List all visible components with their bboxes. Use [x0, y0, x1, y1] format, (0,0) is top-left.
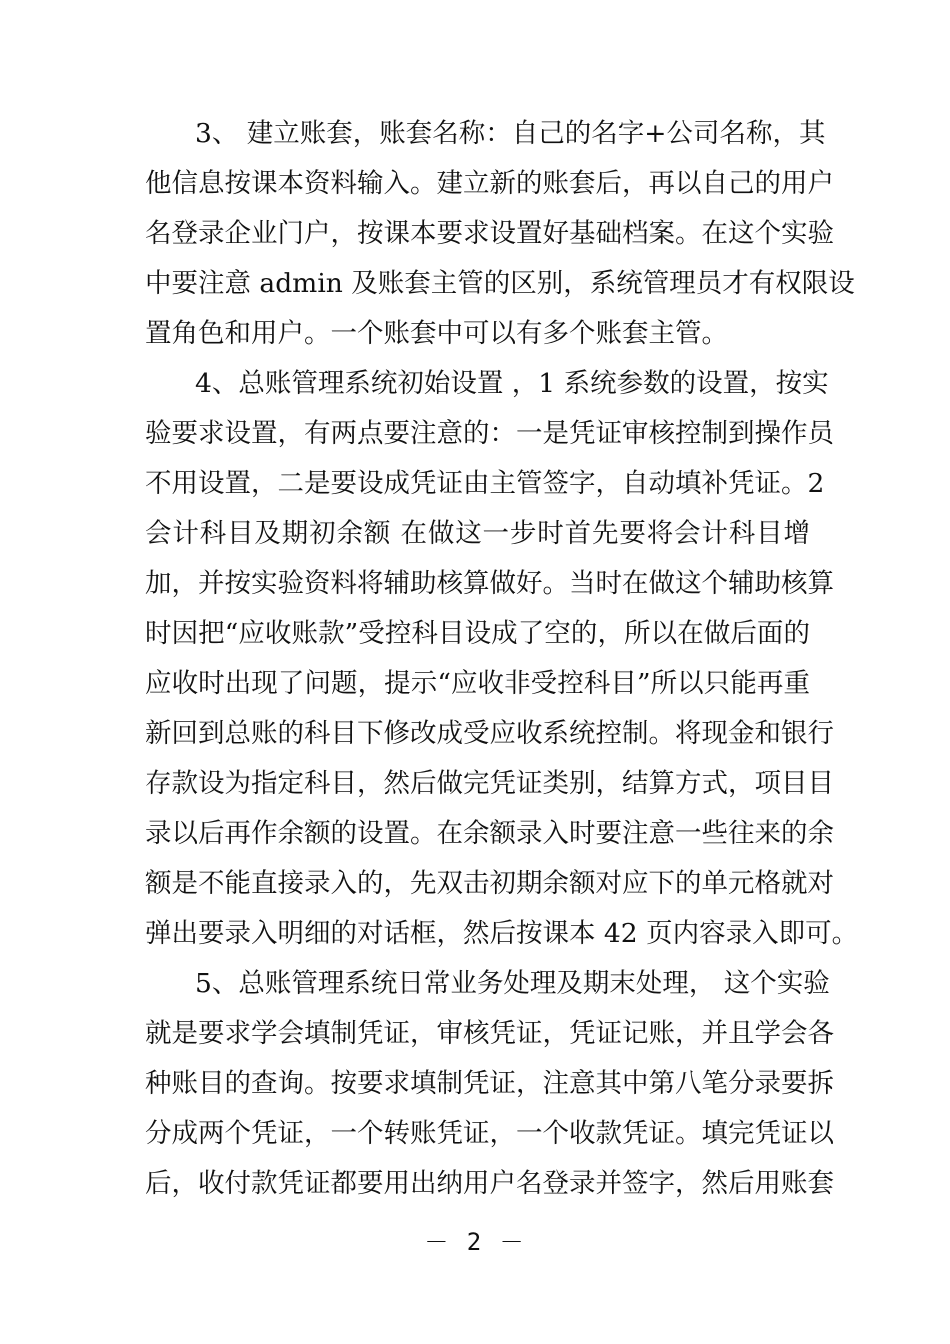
paragraph-3-line-2: 他信息按课本资料输入。建立新的账套后，再以自己的用户: [145, 168, 834, 199]
paragraph-4-line-6: 时因把“应收账款”受控科目设成了空的，所以在做后面的: [145, 618, 810, 649]
paragraph-5-line-4: 分成两个凭证，一个转账凭证，一个收款凭证。填完凭证以: [145, 1118, 834, 1149]
paragraph-4-line-3: 不用设置，二是要设成凭证由主管签字，自动填补凭证。2: [145, 468, 825, 499]
paragraph-4-line-1: 4、总账管理系统初始设置 ，1 系统参数的设置，按实: [195, 368, 829, 399]
paragraph-4-line-7: 应收时出现了问题，提示“应收非受控科目”所以只能再重: [145, 668, 810, 699]
paragraph-4-line-10: 录以后再作余额的设置。在余额录入时要注意一些往来的余: [145, 818, 834, 849]
paragraph-4-line-2: 验要求设置，有两点要注意的：一是凭证审核控制到操作员: [145, 418, 834, 449]
paragraph-3-line-4: 中要注意 admin 及账套主管的区别，系统管理员才有权限设: [145, 268, 855, 299]
paragraph-5-line-1: 5、总账管理系统日常业务处理及期末处理， 这个实验: [195, 968, 830, 999]
page-number: － 2 －: [424, 1228, 526, 1256]
paragraph-3-line-5: 置角色和用户。一个账套中可以有多个账套主管。: [145, 318, 728, 349]
paragraph-3-line-3: 名登录企业门户，按课本要求设置好基础档案。在这个实验: [145, 218, 834, 249]
paragraph-4-line-11: 额是不能直接录入的，先双击初期余额对应下的单元格就对: [145, 868, 834, 899]
paragraph-5-line-2: 就是要求学会填制凭证，审核凭证，凭证记账，并且学会各: [145, 1018, 834, 1049]
paragraph-3-line-1: 3、 建立账套，账套名称：自己的名字+公司名称，其: [195, 118, 826, 149]
paragraph-5-line-3: 种账目的查询。按要求填制凭证，注意其中第八笔分录要拆: [145, 1068, 834, 1099]
paragraph-4-line-12: 弹出要录入明细的对话框，然后按课本 42 页内容录入即可。: [145, 918, 859, 949]
paragraph-5-line-5: 后，收付款凭证都要用出纳用户名登录并签字，然后用账套: [145, 1168, 834, 1199]
paragraph-4-line-4: 会计科目及期初余额 在做这一步时首先要将会计科目增: [145, 518, 810, 549]
paragraph-4-line-5: 加，并按实验资料将辅助核算做好。当时在做这个辅助核算: [145, 568, 834, 599]
paragraph-4-line-9: 存款设为指定科目，然后做完凭证类别，结算方式，项目目: [145, 768, 834, 799]
paragraph-4-line-8: 新回到总账的科目下修改成受应收系统控制。将现金和银行: [145, 718, 834, 749]
